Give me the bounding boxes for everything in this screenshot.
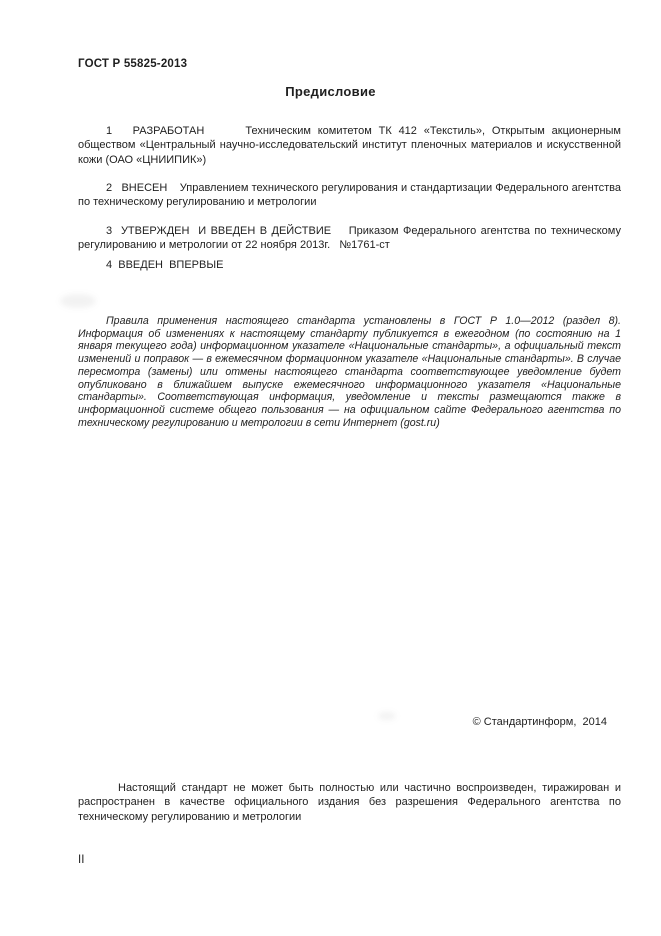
clause-approved-enacted: 3 УТВЕРЖДЕН И ВВЕДЕН В ДЕЙСТВИЕ Приказом Федерального агентства по техническому регулированию и метрологии от 22 ноября 2013г. №1761-ст <box>78 225 625 252</box>
scan-artifact <box>60 294 96 308</box>
doc-number: ГОСТ Р 55825-2013 <box>78 58 188 70</box>
clause-developed-by: 1 РАЗРАБОТАН Техническим комитетом ТК 412 «Текстиль», Открытым акционерным обществом «Центральный научно-исследовательский институт пленочных материалов и искусственной кожи (ОАО «ЦНИИПИК») <box>78 125 625 166</box>
copyright-line: © Стандартинформ, 2014 <box>472 716 607 728</box>
clause-introduced-first-time: 4 ВВЕДЕН ВПЕРВЫЕ <box>106 259 224 271</box>
page-title: Предисловие <box>285 84 376 99</box>
clause-submitted-by: 2 ВНЕСЕН Управлением технического регулирования и стандартизации Федерального агентства по техническому регулированию и метрологии <box>78 182 625 209</box>
reproduction-notice: Настоящий стандарт не может быть полностью или частично воспроизведен, тиражирован и распространен в качестве официального издания без разрешения Федерального агентства по техническому регулированию и метрологии <box>78 782 625 823</box>
scan-artifact <box>378 712 396 720</box>
application-rules-note: Правила применения настоящего стандарта установлены в ГОСТ Р 1.0—2012 (раздел 8). Информация об изменениях к настоящему стандарту публикуется в ежегодном (по состоянию на 1 января текущего года) информационном указателе «Национальные стандарты», а официальный текст изменений и поправок — в ежемесячном формационном указателе «Национальные стандарты». В случае пересмотра (замены) или отмены настоящего стандарта соответствующее уведомление будет опубликовано в ближайшем выпуске ежемесячного информационного указателя «Национальные стандарты». Соответствующая информация, уведомление и тексты размещаются также в информационной системе общего пользования — на официальном сайте Федерального агентства по техническому регулированию и метрологии в сети Интернет (gost.ru) <box>78 315 624 429</box>
page-number: II <box>78 854 85 866</box>
